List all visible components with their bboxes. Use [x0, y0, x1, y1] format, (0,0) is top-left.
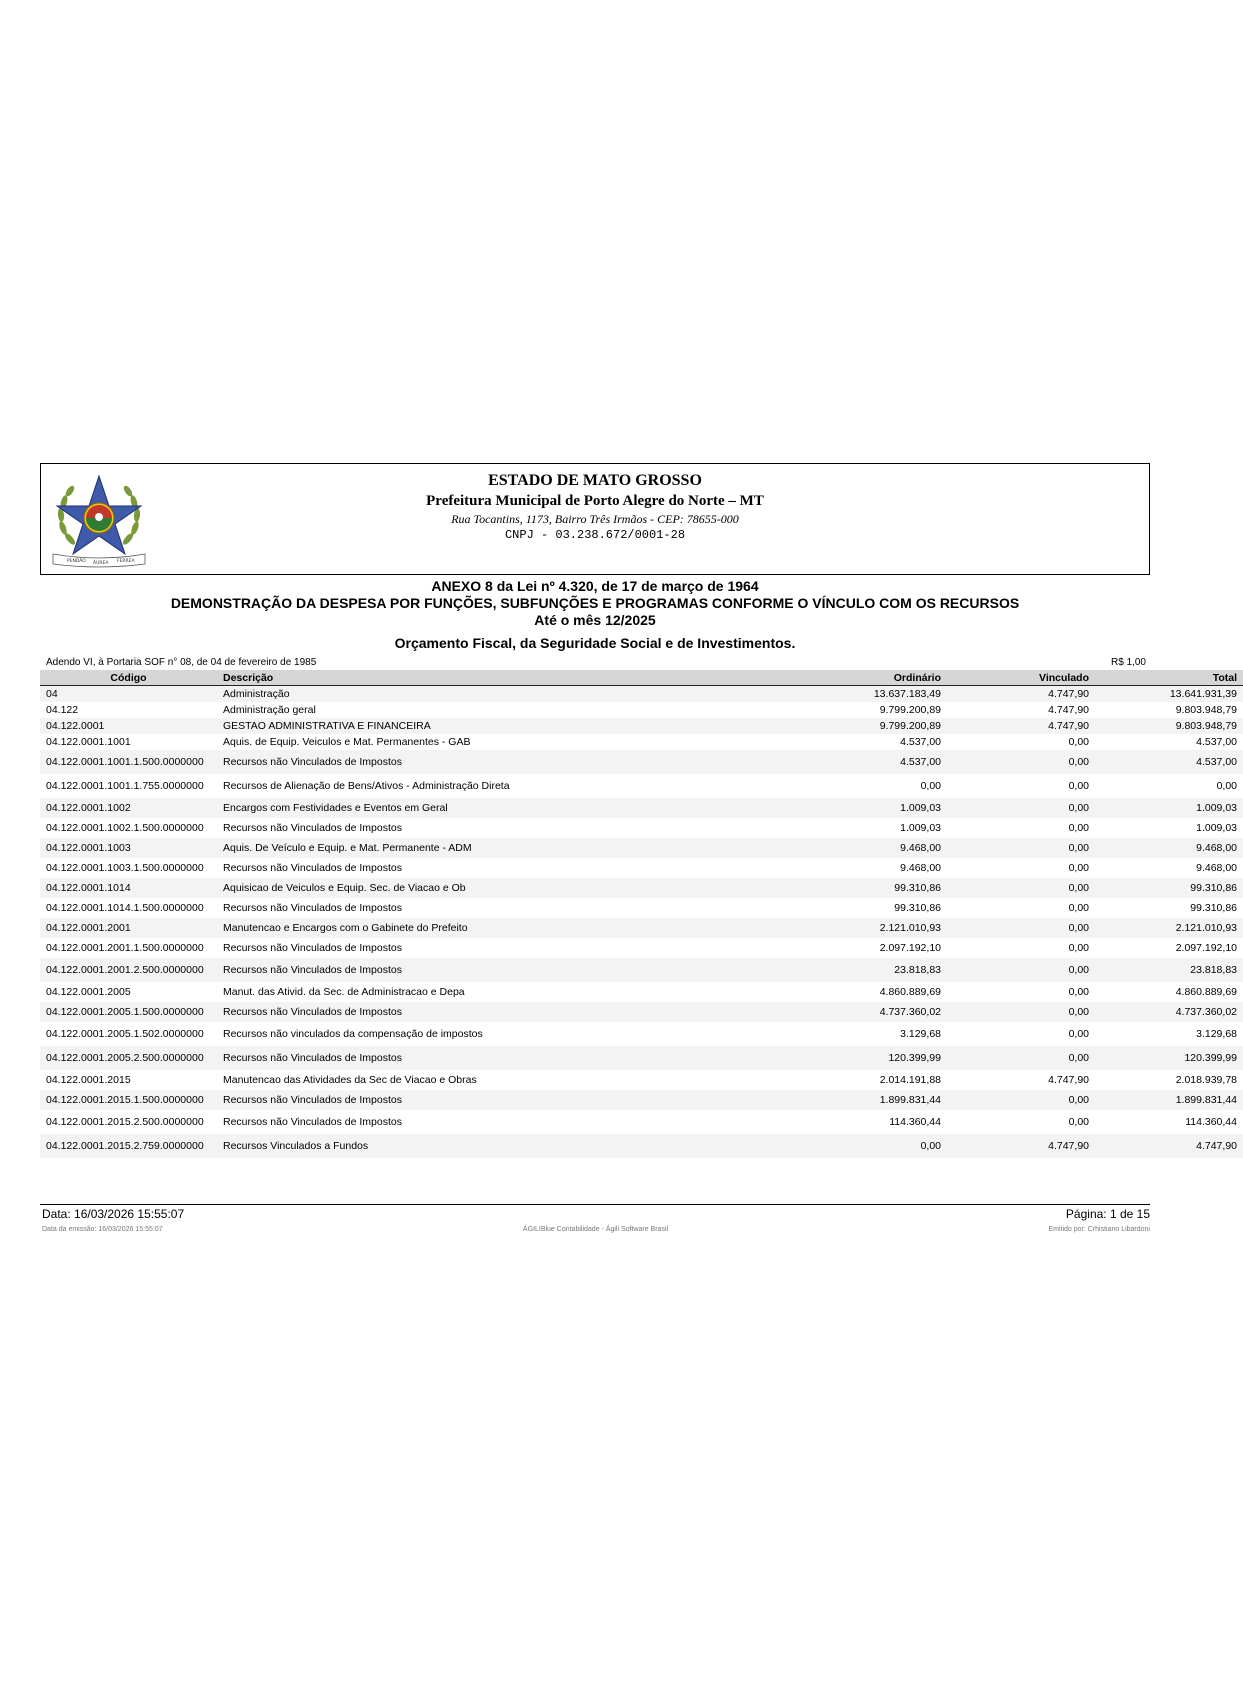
report-titles — [40, 578, 1150, 652]
row-ordinary: 4.737.360,02 — [799, 1002, 947, 1022]
row-ordinary: 9.468,00 — [799, 838, 947, 858]
row-ordinary: 120.399,99 — [799, 1046, 947, 1070]
row-description: Aquisicao de Veiculos e Equip. Sec. de Viacao e Ob — [217, 878, 799, 898]
row-linked: 0,00 — [947, 1090, 1095, 1110]
row-total: 4.537,00 — [1196, 735, 1237, 748]
table-row — [40, 958, 1243, 982]
row-description: Administração geral — [223, 703, 316, 716]
row-ordinary: 9.468,00 — [900, 861, 941, 874]
row-description: Administração — [217, 686, 799, 702]
prefecture-address: Rua Tocantins, 1173, Bairro Três Irmãos - CEP: 78655-000 — [451, 512, 739, 526]
row-description: Manutencao das Atividades da Sec de Viacao e Obras — [223, 1073, 477, 1086]
row-linked: 0,00 — [1068, 1027, 1089, 1040]
row-total: 4.747,90 — [1095, 1134, 1243, 1158]
row-ordinary: 13.637.183,49 — [799, 686, 947, 702]
row-code: 04.122.0001.1014.1.500.0000000 — [46, 901, 204, 914]
row-total: 99.310,86 — [1095, 878, 1243, 898]
report-title-annex: ANEXO 8 da Lei nº 4.320, de 17 de março de 1964 — [431, 578, 759, 594]
row-linked: 4.747,90 — [947, 686, 1095, 702]
row-code: 04.122.0001.2015.2.500.0000000 — [46, 1115, 204, 1128]
table-row — [40, 702, 1243, 718]
row-description: Recursos não Vinculados de Impostos — [223, 861, 402, 874]
row-total: 1.009,03 — [1095, 798, 1243, 818]
footer-page-number: Página: 1 de 15 — [1065, 1207, 1150, 1221]
row-description: Recursos não Vinculados de Impostos — [223, 941, 402, 954]
row-description: Recursos não Vinculados de Impostos — [217, 1046, 799, 1070]
row-linked: 4.747,90 — [947, 718, 1095, 734]
row-description: Recursos não Vinculados de Impostos — [217, 1090, 799, 1110]
footer-issued-by: Emitido por: Crhistiano Libardoni — [1048, 1226, 1150, 1233]
row-total: 99.310,86 — [1190, 901, 1237, 914]
row-description: Recursos não Vinculados de Impostos — [223, 1115, 402, 1128]
table-row — [40, 982, 1243, 1002]
table-row — [40, 918, 1243, 938]
row-linked: 0,00 — [1068, 985, 1089, 998]
row-code: 04.122.0001.1001 — [46, 735, 131, 748]
legal-note: Adendo VI, à Portaria SOF n° 08, de 04 de fevereiro de 1985 — [46, 657, 317, 668]
row-ordinary: 1.009,03 — [799, 798, 947, 818]
row-linked: 4.747,90 — [1048, 703, 1089, 716]
report-header — [40, 463, 1150, 575]
row-total: 120.399,99 — [1095, 1046, 1243, 1070]
row-total: 4.860.889,69 — [1175, 985, 1237, 998]
table-row — [40, 750, 1243, 774]
row-description: Manut. das Ativid. da Sec. de Administracao e Depa — [223, 985, 465, 998]
row-total: 0,00 — [1216, 779, 1237, 792]
table-row — [40, 878, 1243, 898]
row-ordinary: 0,00 — [799, 1134, 947, 1158]
table-row — [40, 858, 1243, 878]
table-row — [40, 1046, 1243, 1070]
row-total: 4.737.360,02 — [1095, 1002, 1243, 1022]
row-description: Recursos não Vinculados de Impostos — [223, 901, 402, 914]
row-code: 04.122.0001.2001 — [40, 918, 217, 938]
row-ordinary: 99.310,86 — [799, 878, 947, 898]
seal-ribbon-word: FERREA — [117, 559, 135, 564]
row-linked: 0,00 — [947, 838, 1095, 858]
row-total: 2.121.010,93 — [1095, 918, 1243, 938]
row-code: 04.122.0001.1002 — [40, 798, 217, 818]
row-linked: 0,00 — [1068, 861, 1089, 874]
row-code: 04.122.0001.2005 — [46, 985, 131, 998]
table-row — [40, 938, 1243, 958]
row-total: 9.468,00 — [1095, 838, 1243, 858]
row-linked: 0,00 — [1068, 941, 1089, 954]
row-total: 1.899.831,44 — [1095, 1090, 1243, 1110]
row-ordinary: 3.129,68 — [900, 1027, 941, 1040]
row-description: Recursos não vinculados da compensação de impostos — [223, 1027, 483, 1040]
row-code: 04.122.0001.1001.1.755.0000000 — [46, 779, 204, 792]
row-code: 04.122.0001.2015 — [46, 1073, 131, 1086]
row-ordinary: 9.799.200,89 — [879, 703, 941, 716]
prefecture-cnpj: CNPJ - 03.238.672/0001-28 — [504, 528, 686, 542]
row-description: Recursos de Alienação de Bens/Ativos - Administração Direta — [223, 779, 510, 792]
expense-table — [40, 670, 1243, 1158]
row-total: 23.818,83 — [1095, 958, 1243, 982]
row-ordinary: 2.097.192,10 — [879, 941, 941, 954]
table-row — [40, 818, 1243, 838]
table-row — [40, 838, 1243, 858]
row-description: Encargos com Festividades e Eventos em Geral — [217, 798, 799, 818]
row-linked: 4.747,90 — [1048, 1073, 1089, 1086]
row-total: 2.097.192,10 — [1175, 941, 1237, 954]
row-linked: 0,00 — [947, 1046, 1095, 1070]
seal-ribbon-word: ÁUREA — [93, 561, 109, 566]
row-linked: 0,00 — [947, 798, 1095, 818]
row-description: Manutencao e Encargos com o Gabinete do Prefeito — [217, 918, 799, 938]
table-row — [40, 686, 1243, 702]
row-code: 04.122.0001.2001.2.500.0000000 — [40, 958, 217, 982]
footer-emission-date: Data da emissão: 16/03/2026 15:55:07 — [42, 1226, 163, 1233]
row-ordinary: 9.799.200,89 — [799, 718, 947, 734]
column-header-total: Total — [1095, 670, 1243, 686]
prefecture-name: Prefeitura Municipal de Porto Alegre do Norte – MT — [426, 493, 764, 509]
footer-divider — [40, 1204, 1150, 1205]
row-ordinary: 114.360,44 — [889, 1115, 941, 1128]
seal-ribbon-word: PENDÃO — [67, 559, 86, 564]
row-linked: 0,00 — [1068, 735, 1089, 748]
table-row — [40, 798, 1243, 818]
row-code: 04.122.0001.1014 — [40, 878, 217, 898]
row-linked: 0,00 — [947, 918, 1095, 938]
row-code: 04.122.0001.2005.1.500.0000000 — [40, 1002, 217, 1022]
row-code: 04.122.0001.2015.2.759.0000000 — [40, 1134, 217, 1158]
row-linked: 0,00 — [1068, 821, 1089, 834]
row-linked: 0,00 — [1068, 1115, 1089, 1128]
row-code: 04.122.0001.1003.1.500.0000000 — [46, 861, 204, 874]
column-header-code: Código — [40, 670, 217, 686]
row-linked: 0,00 — [1068, 779, 1089, 792]
row-linked: 4.747,90 — [947, 1134, 1095, 1158]
row-total: 13.641.931,39 — [1095, 686, 1243, 702]
row-ordinary: 1.009,03 — [900, 821, 941, 834]
state-name: ESTADO DE MATO GROSSO — [488, 472, 702, 489]
row-description: Aquis. de Equip. Veiculos e Mat. Permanentes - GAB — [223, 735, 471, 748]
row-description: Recursos não Vinculados de Impostos — [217, 958, 799, 982]
table-row — [40, 718, 1243, 734]
table-row — [40, 774, 1243, 798]
row-ordinary: 99.310,86 — [894, 901, 941, 914]
table-row — [40, 1134, 1243, 1158]
row-code: 04.122.0001.1001.1.500.0000000 — [40, 750, 217, 774]
report-budget-scope: Orçamento Fiscal, da Seguridade Social e de Investimentos. — [394, 635, 796, 651]
report-period: Até o mês 12/2025 — [534, 612, 656, 628]
table-row — [40, 898, 1243, 918]
row-ordinary: 0,00 — [920, 779, 941, 792]
row-code: 04.122.0001.1002.1.500.0000000 — [46, 821, 204, 834]
row-total: 9.803.948,79 — [1095, 718, 1243, 734]
row-ordinary: 4.860.889,69 — [879, 985, 941, 998]
row-linked: 0,00 — [947, 878, 1095, 898]
footer-date: Data: 16/03/2026 15:55:07 — [42, 1207, 185, 1221]
table-header-row — [40, 670, 1243, 686]
table-row — [40, 734, 1243, 750]
column-header-description: Descrição — [217, 670, 799, 686]
row-description: Recursos não Vinculados de Impostos — [217, 1002, 799, 1022]
row-total: 4.537,00 — [1095, 750, 1243, 774]
row-linked: 0,00 — [1068, 901, 1089, 914]
row-code: 04.122.0001.2005.2.500.0000000 — [40, 1046, 217, 1070]
table-row — [40, 1110, 1243, 1134]
column-header-linked: Vinculado — [947, 670, 1095, 686]
row-total: 1.009,03 — [1196, 821, 1237, 834]
row-code: 04.122.0001.2015.1.500.0000000 — [40, 1090, 217, 1110]
row-ordinary: 23.818,83 — [799, 958, 947, 982]
row-total: 114.360,44 — [1185, 1115, 1237, 1128]
row-ordinary: 4.537,00 — [900, 735, 941, 748]
report-note-line — [46, 657, 1146, 669]
row-description: Recursos não Vinculados de Impostos — [217, 750, 799, 774]
currency-unit: R$ 1,00 — [1110, 657, 1146, 668]
row-code: 04.122.0001.2001.1.500.0000000 — [46, 941, 204, 954]
row-code: 04 — [40, 686, 217, 702]
row-description: GESTAO ADMINISTRATIVA E FINANCEIRA — [217, 718, 799, 734]
table-row — [40, 1070, 1243, 1090]
row-description: Aquis. De Veículo e Equip. e Mat. Permanente - ADM — [217, 838, 799, 858]
row-code: 04.122.0001.2005.1.502.0000000 — [46, 1027, 204, 1040]
row-ordinary: 1.899.831,44 — [799, 1090, 947, 1110]
row-total: 9.803.948,79 — [1175, 703, 1237, 716]
row-code: 04.122.0001 — [40, 718, 217, 734]
row-code: 04.122 — [46, 703, 79, 716]
row-code: 04.122.0001.1003 — [40, 838, 217, 858]
row-ordinary: 2.014.191,88 — [879, 1073, 941, 1086]
report-title-main: DEMONSTRAÇÃO DA DESPESA POR FUNÇÕES, SUBFUNÇÕES E PROGRAMAS CONFORME O VÍNCULO COM OS RECURSOS — [170, 595, 1020, 611]
column-header-ordinary: Ordinário — [799, 670, 947, 686]
table-row — [40, 1090, 1243, 1110]
footer-software: ÁGILIBlue Contabilidade - Ágili Software Brasil — [522, 1226, 669, 1233]
row-ordinary: 2.121.010,93 — [799, 918, 947, 938]
row-total: 3.129,68 — [1196, 1027, 1237, 1040]
row-total: 2.018.939,78 — [1175, 1073, 1237, 1086]
row-linked: 0,00 — [947, 750, 1095, 774]
row-description: Recursos Vinculados a Fundos — [217, 1134, 799, 1158]
table-row — [40, 1022, 1243, 1046]
row-linked: 0,00 — [947, 1002, 1095, 1022]
row-ordinary: 4.537,00 — [799, 750, 947, 774]
row-total: 9.468,00 — [1196, 861, 1237, 874]
table-row — [40, 1002, 1243, 1022]
row-linked: 0,00 — [947, 958, 1095, 982]
row-description: Recursos não Vinculados de Impostos — [223, 821, 402, 834]
